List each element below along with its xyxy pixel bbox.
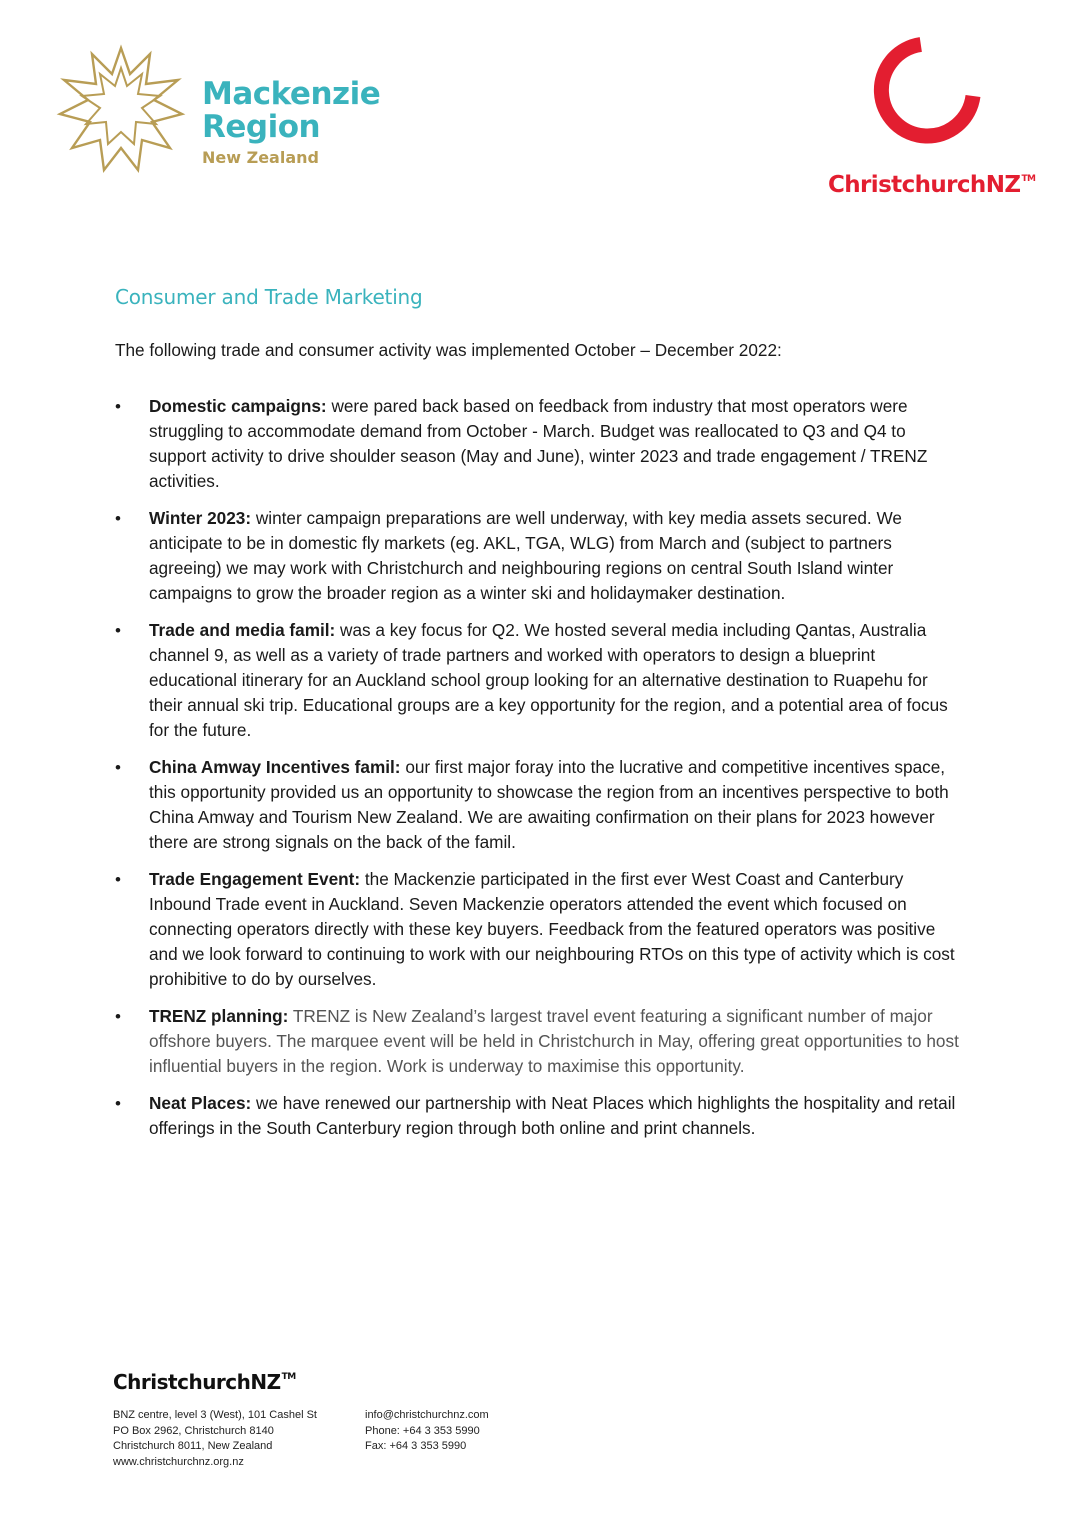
christchurchnz-logo — [828, 30, 1043, 210]
footer-trademark-mark: TM — [281, 1372, 296, 1382]
footer-address — [113, 1408, 365, 1470]
address-line: BNZ centre, level 3 (West), 101 Cashel St — [113, 1409, 317, 1421]
item-label: Trade Engagement Event: — [149, 869, 361, 889]
address-line: Christchurch 8011, New Zealand — [113, 1440, 273, 1452]
mackenzie-region-logo — [56, 44, 396, 176]
bullet-icon: • — [115, 397, 121, 416]
list-item — [115, 755, 960, 855]
phone-number: Phone: +64 3 353 5990 — [365, 1424, 480, 1437]
bullet-icon: • — [115, 758, 121, 777]
bullet-icon: • — [115, 509, 121, 528]
mackenzie-logo-line1: Mackenzie — [202, 76, 381, 112]
email-link[interactable]: info@christchurchnz.com — [365, 1409, 489, 1421]
footer-logo-text: ChristchurchNZ — [113, 1370, 281, 1394]
trademark-mark: TM — [1021, 174, 1036, 184]
mackenzie-logo-line2: Region — [202, 109, 321, 145]
item-label: Neat Places: — [149, 1093, 252, 1113]
list-item — [115, 1004, 960, 1079]
page-footer — [113, 1370, 489, 1470]
item-label: Trade and media famil: — [149, 620, 336, 640]
list-item — [115, 506, 960, 606]
footer-logo — [113, 1370, 489, 1394]
fax-number: Fax: +64 3 353 5990 — [365, 1440, 467, 1452]
item-text: TRENZ is New Zealand’s largest travel event featuring a significant number of major offshore buyers. The marquee event will be held in Christchurch in May, offering great opportunities to host influential buyers in the region. Work is underway to maximise this opportunity. — [149, 1006, 959, 1076]
item-label: Domestic campaigns: — [149, 396, 327, 416]
item-text: were pared back based on feedback from industry that most operators were struggling to accommodate demand from October - March. Budget was reallocated to Q3 and Q4 to support activity to drive shoulder season (May and June), winter 2023 and trade engagement / TRENZ activities. — [149, 396, 928, 491]
bullet-icon: • — [115, 1094, 121, 1113]
christchurch-c-ring-icon — [862, 34, 992, 146]
bullet-icon: • — [115, 1007, 121, 1026]
activity-list — [115, 394, 960, 1153]
footer-contact — [365, 1408, 489, 1470]
address-line: PO Box 2962, Christchurch 8140 — [113, 1424, 274, 1437]
bullet-icon: • — [115, 621, 121, 640]
list-item — [115, 618, 960, 743]
item-text: was a key focus for Q2. We hosted several media including Qantas, Australia channel 9, as well as a variety of trade partners and worked with operators to design a blueprint educational itinerary for an Auckland school group looking for an alternative destination to Ruapehu for their annual ski trip. Educational groups are a key opportunity for the region, and a potential area of focus for the future. — [149, 620, 948, 740]
bullet-icon: • — [115, 870, 121, 889]
list-item — [115, 1091, 960, 1141]
christchurchnz-wordmark-text: ChristchurchNZ — [828, 172, 1021, 198]
list-item — [115, 867, 960, 992]
mackenzie-logo-line3: New Zealand — [202, 148, 319, 167]
item-text: we have renewed our partnership with Neat Places which highlights the hospitality and retail offerings in the South Canterbury region through both online and print channels. — [149, 1093, 956, 1138]
item-text: winter campaign preparations are well underway, with key media assets secured. We anticipate to be in domestic fly markets (eg. AKL, TGA, WLG) from March and (subject to partners agreeing) we may work with Christchurch and neighbouring regions on central South Island winter campaigns to grow the broader region as a winter ski and holidaymaker destination. — [149, 508, 902, 603]
list-item — [115, 394, 960, 494]
item-label: China Amway Incentives famil: — [149, 757, 401, 777]
website-link[interactable]: www.christchurchnz.org.nz — [113, 1455, 244, 1468]
item-label: TRENZ planning: — [149, 1006, 289, 1026]
item-text: our first major foray into the lucrative and competitive incentives space, this opportunity provided us an opportunity to showcase the region from an incentives perspective to both China Amway and Tourism New Zealand. We are awaiting confirmation on their plans for 2023 however there are strong signals on the back of the famil. — [149, 757, 949, 852]
mackenzie-star-icon — [56, 44, 186, 174]
intro-paragraph: The following trade and consumer activity was implemented October – December 2022: — [115, 340, 782, 360]
section-title: Consumer and Trade Marketing — [115, 285, 423, 309]
christchurchnz-wordmark — [828, 172, 1035, 198]
item-text: the Mackenzie participated in the first ever West Coast and Canterbury Inbound Trade event in Auckland. Seven Mackenzie operators attended the event which focused on connecting operators directly with these key buyers. Feedback from the featured operators was positive and we look forward to continuing to work with our neighbouring RTOs on this type of activity which is cost prohibitive to do by ourselves. — [149, 869, 955, 989]
item-label: Winter 2023: — [149, 508, 252, 528]
